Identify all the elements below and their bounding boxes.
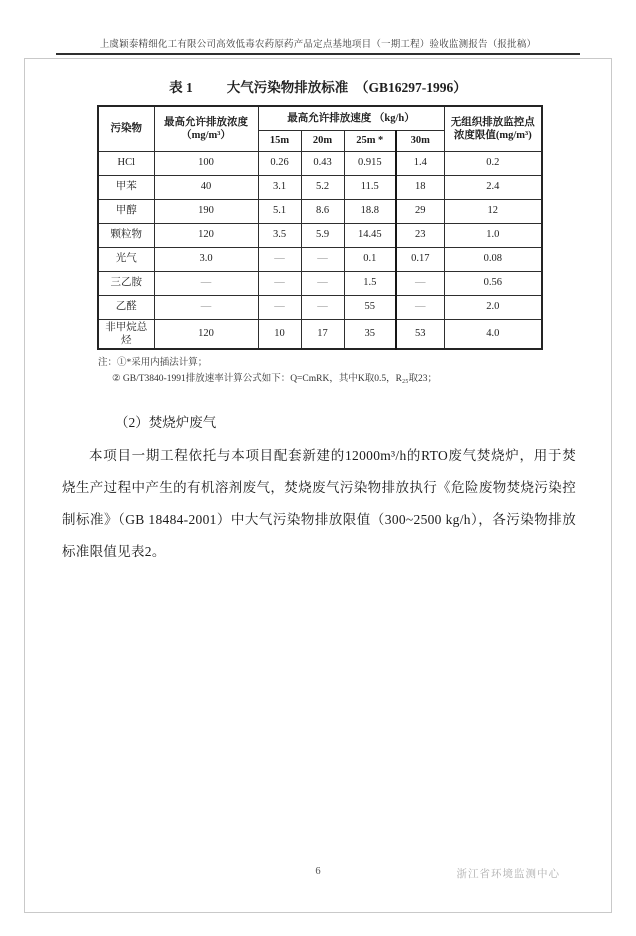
table-cell: — [396, 295, 444, 319]
table-row-triethylamine [98, 271, 542, 295]
table-cell: 0.08 [444, 247, 542, 271]
table-cell: 0.1 [344, 247, 396, 271]
table-row-methanol [98, 199, 542, 223]
table-cell: 0.43 [301, 151, 344, 175]
header-concentration-line1: 最高允许排放浓度 [164, 116, 248, 128]
table-cell: 5.2 [301, 175, 344, 199]
table-cell: 8.6 [301, 199, 344, 223]
table-cell: 120 [154, 319, 258, 349]
table-cell: 4.0 [444, 319, 542, 349]
table-cell: 乙醛 [98, 295, 154, 319]
body-paragraph: 本项目一期工程依托与本项目配套新建的12000m³/h的RTO废气焚烧炉，用于焚烧生产过程中产生的有机溶剂废气，焚烧废气污染物排放执行《危险废物焚烧污染控制标准》（GB 18484-2001）中大气污染物排放限值（300~2500 kg/h），各污染物排放标准限值见表2。 [62, 447, 576, 559]
table-cell: 14.45 [344, 223, 396, 247]
table-cell: 3.1 [258, 175, 301, 199]
header-concentration-line2: （mg/m³） [181, 129, 231, 141]
table-cell: 55 [344, 295, 396, 319]
page-footer [0, 866, 636, 884]
table-row-acetaldehyde [98, 295, 542, 319]
table-cell: 3.5 [258, 223, 301, 247]
table-cell: 2.4 [444, 175, 542, 199]
table-cell: 17 [301, 319, 344, 349]
table-row-hcl [98, 151, 542, 175]
table-row-toluene [98, 175, 542, 199]
table-cell: 5.1 [258, 199, 301, 223]
table-note-2: ② GB/T3840-1991排放速率计算公式如下：Q=CmRK，其中K取0.5，R₂₅取23； [112, 373, 438, 384]
header-cell-pollutant: 污染物 [98, 106, 154, 151]
header-fugitive-line1: 无组织排放监控点 [450, 116, 535, 128]
table-number-label: 表 1 [169, 80, 193, 95]
table-cell: — [301, 247, 344, 271]
page-number: 6 [315, 866, 321, 877]
table-cell: 甲苯 [98, 175, 154, 199]
table-cell: 53 [396, 319, 444, 349]
table-cell: 11.5 [344, 175, 396, 199]
table-cell: — [396, 271, 444, 295]
table-cell: 10 [258, 319, 301, 349]
table-cell: 0.26 [258, 151, 301, 175]
table-cell: — [154, 271, 258, 295]
document-header-title: 上虞颖泰精细化工有限公司高效低毒农药原药产品定点基地项目（一期工程）验收监测报告（报批稿） [99, 40, 537, 50]
table-title-text: 大气污染物排放标准 （GB16297-1996） [226, 80, 467, 95]
table-cell: 12 [444, 199, 542, 223]
agency-watermark: 浙江省环境监测中心 [456, 869, 560, 880]
table-row-phosgene [98, 247, 542, 271]
table-cell: 100 [154, 151, 258, 175]
table-cell: 0.2 [444, 151, 542, 175]
table-cell: — [258, 271, 301, 295]
table-cell: — [154, 295, 258, 319]
table-cell: 120 [154, 223, 258, 247]
table-cell: 5.9 [301, 223, 344, 247]
document-header [56, 36, 580, 55]
table-cell: 190 [154, 199, 258, 223]
table-cell: 23 [396, 223, 444, 247]
table-row-particulate [98, 223, 542, 247]
header-cell-fugitive [444, 106, 542, 151]
header-cell-30m: 30m [396, 130, 444, 151]
table-cell: 35 [344, 319, 396, 349]
header-cell-25m: 25m * [344, 130, 396, 151]
header-cell-rate-group: 最高允许排放速度 （kg/h） [258, 106, 444, 130]
table-cell: 0.915 [344, 151, 396, 175]
table-cell: 非甲烷总烃 [98, 319, 154, 349]
table-cell: 光气 [98, 247, 154, 271]
table-cell: 29 [396, 199, 444, 223]
table-cell: 三乙胺 [98, 271, 154, 295]
table-cell: — [301, 271, 344, 295]
table-cell: 18 [396, 175, 444, 199]
table-cell: 40 [154, 175, 258, 199]
emission-standards-table [97, 105, 543, 350]
table-cell: — [301, 295, 344, 319]
header-cell-concentration [154, 106, 258, 151]
table-cell: 2.0 [444, 295, 542, 319]
table-notes [98, 355, 636, 387]
table-cell: 1.4 [396, 151, 444, 175]
table-cell: 甲醇 [98, 199, 154, 223]
table-cell: 0.56 [444, 271, 542, 295]
header-cell-15m: 15m [258, 130, 301, 151]
table-cell: 1.5 [344, 271, 396, 295]
table-cell: — [258, 295, 301, 319]
section-heading: （2）焚烧炉废气 [115, 414, 217, 430]
table-cell: 1.0 [444, 223, 542, 247]
table-cell: 0.17 [396, 247, 444, 271]
table-cell: HCl [98, 151, 154, 175]
header-cell-20m: 20m [301, 130, 344, 151]
table-note-1: 注：①*采用内插法计算； [98, 357, 208, 368]
table-cell: — [258, 247, 301, 271]
header-fugitive-line2: 浓度限值(mg/m³) [453, 129, 532, 141]
table-cell: 颗粒物 [98, 223, 154, 247]
table-header-row-1 [98, 106, 542, 130]
table-cell: 18.8 [344, 199, 396, 223]
table-row-nmhc [98, 319, 542, 349]
table-cell: 3.0 [154, 247, 258, 271]
table-title [0, 76, 636, 96]
